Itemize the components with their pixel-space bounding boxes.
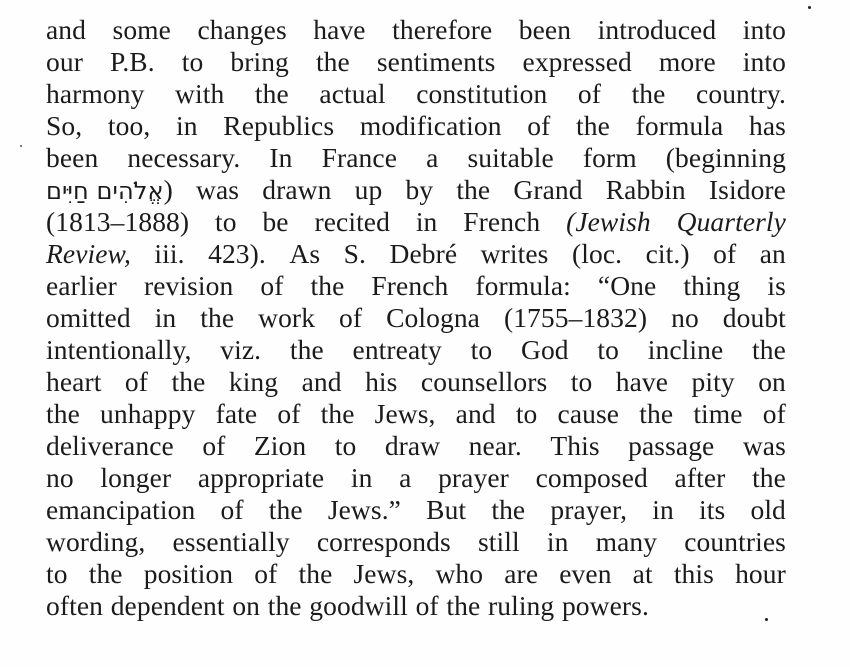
word: near.	[468, 430, 522, 461]
word: changes	[197, 14, 287, 45]
word: emancipation	[46, 494, 196, 525]
word: of	[124, 366, 149, 397]
word: As	[289, 238, 321, 269]
word: his	[365, 366, 398, 397]
word: to	[515, 398, 538, 429]
word: omitted	[46, 302, 131, 333]
word: God	[520, 334, 569, 365]
word: appropriate	[197, 462, 325, 493]
word: doubt	[722, 302, 786, 333]
word: the	[315, 46, 350, 77]
word: still	[477, 526, 520, 557]
word: with	[175, 78, 225, 109]
word: suitable	[467, 142, 554, 173]
word: of	[260, 270, 284, 301]
word: to	[181, 46, 204, 77]
word: of	[202, 430, 226, 461]
word: time	[693, 398, 743, 429]
ink-speck	[20, 145, 22, 147]
word: been	[46, 142, 99, 173]
word: Jews,	[353, 558, 415, 589]
word: So,	[46, 110, 83, 141]
word: hour	[735, 558, 786, 589]
word: Grand	[513, 174, 583, 205]
word: cause	[557, 398, 620, 429]
text-line	[46, 462, 786, 494]
word: the	[576, 110, 610, 141]
text-line	[46, 334, 786, 366]
word: has	[749, 110, 786, 141]
word: no	[46, 462, 74, 493]
word: heart	[46, 366, 102, 397]
word: אֱלֹהִים חַיִּים)	[46, 174, 173, 205]
word: the	[171, 366, 206, 397]
word: often	[46, 590, 104, 621]
word: the	[456, 174, 491, 205]
word: But	[426, 494, 467, 525]
word: the	[752, 334, 786, 365]
word: “One	[597, 270, 657, 301]
word: up	[354, 174, 383, 205]
word: modification	[359, 110, 502, 141]
text-line	[46, 206, 786, 238]
word: in	[652, 494, 674, 525]
word: in	[154, 302, 177, 333]
word: drawn	[262, 174, 332, 205]
word: of	[220, 494, 244, 525]
word: into	[742, 46, 786, 77]
word: cit.)	[645, 238, 690, 269]
text-line	[46, 142, 786, 174]
word: in	[546, 526, 569, 557]
word: in	[176, 110, 198, 141]
word: essentially	[172, 526, 290, 557]
word: a	[399, 462, 412, 493]
word: of	[577, 78, 601, 109]
word: after	[674, 462, 726, 493]
word: was	[196, 174, 240, 205]
word: is	[767, 270, 786, 301]
word: (Jewish	[566, 206, 651, 237]
word: to	[46, 558, 68, 589]
text-line	[46, 558, 786, 590]
word: the	[267, 590, 302, 621]
word: our	[46, 46, 83, 77]
word: the	[631, 78, 666, 109]
word: to	[215, 206, 237, 237]
word: pity	[691, 366, 735, 397]
word: constitution	[416, 78, 548, 109]
word: the	[268, 494, 303, 525]
word: wording,	[46, 526, 146, 557]
word: French	[463, 206, 541, 237]
text-line	[46, 398, 786, 430]
word: and	[301, 366, 342, 397]
word: dependent	[110, 590, 225, 621]
word: was	[742, 430, 786, 461]
text-line	[46, 14, 786, 46]
text-line	[46, 590, 786, 622]
word: Debré	[389, 238, 458, 269]
word: S.	[343, 238, 367, 269]
word: country.	[696, 78, 786, 109]
word: of	[762, 398, 786, 429]
word: of	[713, 238, 737, 269]
word: introduced	[597, 14, 717, 45]
word: by	[405, 174, 434, 205]
word: goodwill	[309, 590, 408, 621]
word: many	[595, 526, 658, 557]
word: Quarterly	[676, 206, 786, 237]
word: the	[88, 558, 123, 589]
word: old	[750, 494, 786, 525]
ink-speck	[808, 6, 811, 9]
word: This	[550, 430, 600, 461]
word: the	[46, 398, 80, 429]
word: this	[673, 558, 714, 589]
word: be	[262, 206, 289, 237]
text-line	[46, 302, 786, 334]
word: are	[504, 558, 539, 589]
word: incline	[647, 334, 724, 365]
word: have	[615, 366, 669, 397]
text-line	[46, 366, 786, 398]
text-line	[46, 526, 786, 558]
word: to	[470, 334, 493, 365]
word: to	[334, 430, 357, 461]
word: of	[254, 558, 278, 589]
word: deliverance	[46, 430, 174, 461]
text-line	[46, 494, 786, 526]
text-line	[46, 430, 786, 462]
word: viz.	[220, 334, 262, 365]
word: fate	[215, 398, 258, 429]
word: have	[313, 14, 366, 45]
word: in	[415, 206, 438, 237]
word: writes	[480, 238, 549, 269]
text-line	[46, 174, 786, 206]
word: Review,	[46, 238, 131, 269]
word: who	[435, 558, 484, 589]
word: unhappy	[100, 398, 196, 429]
word: In	[269, 142, 293, 173]
word: iii.	[154, 238, 185, 269]
word: (1813–1888)	[46, 206, 190, 237]
word: earlier	[46, 270, 117, 301]
word: position	[143, 558, 234, 589]
word: draw	[384, 430, 441, 461]
word: formula	[635, 110, 724, 141]
word: composed	[535, 462, 648, 493]
word: 423).	[208, 238, 266, 269]
word: of	[527, 110, 551, 141]
word: sentiments	[376, 46, 496, 77]
word: bring	[230, 46, 289, 77]
word: some	[112, 14, 171, 45]
word: actual	[319, 78, 386, 109]
word: longer	[100, 462, 172, 493]
word: prayer,	[550, 494, 628, 525]
word: on	[232, 590, 261, 621]
word: to	[570, 366, 593, 397]
word: and	[455, 398, 496, 429]
word: France	[321, 142, 398, 173]
word: into	[742, 14, 786, 45]
word: the	[320, 398, 355, 429]
text-line	[46, 238, 786, 270]
word: on	[758, 366, 786, 397]
body-text	[46, 14, 786, 622]
word: therefore	[392, 14, 493, 45]
text-line	[46, 270, 786, 302]
word: revision	[143, 270, 234, 301]
word: and	[46, 14, 87, 45]
text-line	[46, 78, 786, 110]
word: no	[671, 302, 699, 333]
word: prayer	[438, 462, 509, 493]
word: formula:	[475, 270, 571, 301]
word: harmony	[46, 78, 145, 109]
word: Cologna	[386, 302, 480, 333]
word: Jews.”	[327, 494, 401, 525]
word: French	[371, 270, 449, 301]
word: Isidore	[708, 174, 786, 205]
word: (loc.	[571, 238, 623, 269]
word: passage	[628, 430, 715, 461]
word: the	[752, 462, 786, 493]
word: the	[310, 270, 345, 301]
word: powers.	[561, 590, 649, 621]
word: of	[339, 302, 363, 333]
word: king	[228, 366, 279, 397]
word: recited	[314, 206, 390, 237]
word: Rabbin	[605, 174, 686, 205]
word: the	[491, 494, 526, 525]
word: to	[597, 334, 619, 365]
word: too,	[107, 110, 151, 141]
word: Zion	[253, 430, 307, 461]
word: the	[254, 78, 289, 109]
word: at	[632, 558, 653, 589]
word: thing	[683, 270, 741, 301]
word: countries	[684, 526, 786, 557]
word: P.B.	[109, 46, 155, 77]
word: entreaty	[352, 334, 442, 365]
word: expressed	[522, 46, 632, 77]
word: of	[415, 590, 439, 621]
word: intentionally,	[46, 334, 192, 365]
word: work	[258, 302, 316, 333]
word: the	[298, 558, 333, 589]
text-line	[46, 110, 786, 142]
word: necessary.	[127, 142, 241, 173]
word: more	[658, 46, 716, 77]
word: ruling	[487, 590, 555, 621]
word: even	[559, 558, 612, 589]
word: (1755–1832)	[503, 302, 648, 333]
word: form	[582, 142, 637, 173]
word: (beginning	[665, 142, 786, 173]
word: of	[277, 398, 301, 429]
word: the	[200, 302, 235, 333]
word: the	[446, 590, 481, 621]
word: Republics	[223, 110, 335, 141]
word: an	[759, 238, 786, 269]
word: its	[699, 494, 726, 525]
word: been	[518, 14, 572, 45]
word: in	[350, 462, 373, 493]
word: Jews,	[374, 398, 436, 429]
text-line	[46, 46, 786, 78]
word: counsellors	[420, 366, 548, 397]
word: the	[639, 398, 674, 429]
word: a	[426, 142, 439, 173]
word: the	[289, 334, 324, 365]
word: corresponds	[316, 526, 451, 557]
